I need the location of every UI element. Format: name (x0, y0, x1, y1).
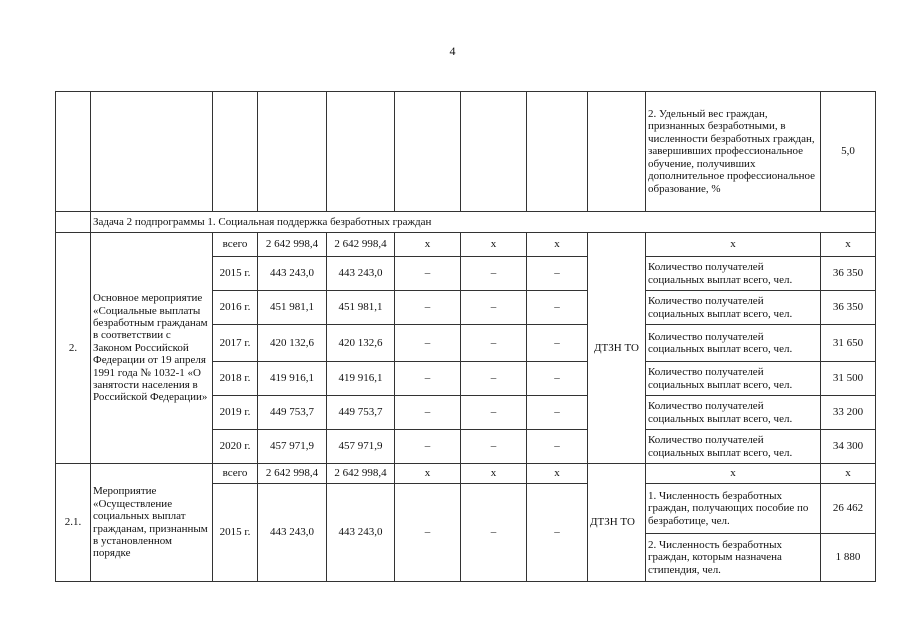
budget-cell: 451 981,1 (327, 291, 395, 325)
year-cell: 2015 г. (213, 257, 258, 291)
source-cell: – (395, 430, 461, 464)
budget-cell: 2 642 998,4 (327, 464, 395, 484)
row-number: 2. (56, 233, 91, 464)
source-cell: х (461, 233, 527, 257)
source-cell: – (461, 291, 527, 325)
source-cell: – (461, 362, 527, 396)
indicator-value: 36 350 (821, 257, 876, 291)
source-cell: х (395, 233, 461, 257)
total-cell: 443 243,0 (258, 257, 327, 291)
year-cell: всего (213, 233, 258, 257)
indicator-cell: Количество получателей социальных выплат всего, чел. (646, 325, 821, 362)
source-cell: – (527, 325, 588, 362)
source-cell: – (527, 484, 588, 582)
total-cell: 451 981,1 (258, 291, 327, 325)
source-cell: х (461, 464, 527, 484)
source-cell: – (395, 325, 461, 362)
budget-cell: 2 642 998,4 (327, 233, 395, 257)
indicator-cell: Количество получателей социальных выплат всего, чел. (646, 396, 821, 430)
activity-description: Мероприятие «Осуществление социальных выплат гражданам, признанным в установленном порядке (91, 464, 213, 582)
indicator-value: 34 300 (821, 430, 876, 464)
page-number: 4 (449, 44, 456, 58)
activity-description: Основное мероприятие «Социальные выплаты безработным гражданам в соответствии с Законом Российской Федерации от 19 апреля 1991 года № 1032-1 «О занятости населения в Российской Федерации» (91, 233, 213, 464)
indicator-cell: Количество получателей социальных выплат всего, чел. (646, 362, 821, 396)
indicator-value: 33 200 (821, 396, 876, 430)
indicator-cell: Количество получателей социальных выплат всего, чел. (646, 291, 821, 325)
table-row (56, 92, 876, 212)
year-cell: 2018 г. (213, 362, 258, 396)
source-cell: – (527, 396, 588, 430)
source-cell: – (527, 257, 588, 291)
source-cell: х (527, 233, 588, 257)
source-cell: – (461, 325, 527, 362)
indicator-value: 1 880 (821, 534, 876, 582)
source-cell: – (527, 362, 588, 396)
indicator-cell: 2. Удельный вес граждан, признанных безработными, в численности безработных граждан, завершивших профессиональное обучение, получивших дополнительное профессиональное образование, % (646, 92, 821, 212)
indicator-value: 31 500 (821, 362, 876, 396)
year-cell: 2019 г. (213, 396, 258, 430)
indicator-value: 26 462 (821, 484, 876, 534)
source-cell: – (395, 362, 461, 396)
indicator-value: 5,0 (821, 92, 876, 212)
total-cell: 449 753,7 (258, 396, 327, 430)
source-cell: х (395, 464, 461, 484)
total-cell: 420 132,6 (258, 325, 327, 362)
total-cell: 443 243,0 (258, 484, 327, 582)
table-row (56, 212, 876, 233)
budget-cell: 443 243,0 (327, 257, 395, 291)
executor-cell: ДТЗН ТО (588, 233, 646, 464)
table-row (56, 464, 876, 484)
year-cell: 2017 г. (213, 325, 258, 362)
budget-cell: 457 971,9 (327, 430, 395, 464)
indicator-value: 31 650 (821, 325, 876, 362)
indicator-cell: х (646, 464, 821, 484)
year-cell: 2016 г. (213, 291, 258, 325)
total-cell: 2 642 998,4 (258, 233, 327, 257)
year-cell: 2020 г. (213, 430, 258, 464)
year-cell: всего (213, 464, 258, 484)
budget-cell: 419 916,1 (327, 362, 395, 396)
total-cell: 457 971,9 (258, 430, 327, 464)
source-cell: – (395, 257, 461, 291)
total-cell: 2 642 998,4 (258, 464, 327, 484)
indicator-cell: Количество получателей социальных выплат всего, чел. (646, 257, 821, 291)
program-table (55, 91, 876, 582)
indicator-value: 36 350 (821, 291, 876, 325)
indicator-cell: х (646, 233, 821, 257)
indicator-value: х (821, 233, 876, 257)
indicator-cell: Количество получателей социальных выплат всего, чел. (646, 430, 821, 464)
table-row (56, 233, 876, 257)
source-cell: – (527, 291, 588, 325)
indicator-cell: 2. Численность безработных граждан, которым назначена стипендия, чел. (646, 534, 821, 582)
budget-cell: 449 753,7 (327, 396, 395, 430)
task-heading: Задача 2 подпрограммы 1. Социальная поддержка безработных граждан (91, 212, 876, 233)
source-cell: – (461, 430, 527, 464)
total-cell: 419 916,1 (258, 362, 327, 396)
indicator-cell: 1. Численность безработных граждан, получающих пособие по безработице, чел. (646, 484, 821, 534)
year-cell: 2015 г. (213, 484, 258, 582)
row-number: 2.1. (56, 464, 91, 582)
source-cell: – (395, 396, 461, 430)
indicator-value: х (821, 464, 876, 484)
executor-cell: ДТЗН ТО (588, 464, 646, 582)
budget-cell: 443 243,0 (327, 484, 395, 582)
budget-cell: 420 132,6 (327, 325, 395, 362)
source-cell: – (395, 484, 461, 582)
source-cell: – (461, 396, 527, 430)
source-cell: – (461, 257, 527, 291)
source-cell: – (395, 291, 461, 325)
source-cell: – (527, 430, 588, 464)
source-cell: – (461, 484, 527, 582)
source-cell: х (527, 464, 588, 484)
